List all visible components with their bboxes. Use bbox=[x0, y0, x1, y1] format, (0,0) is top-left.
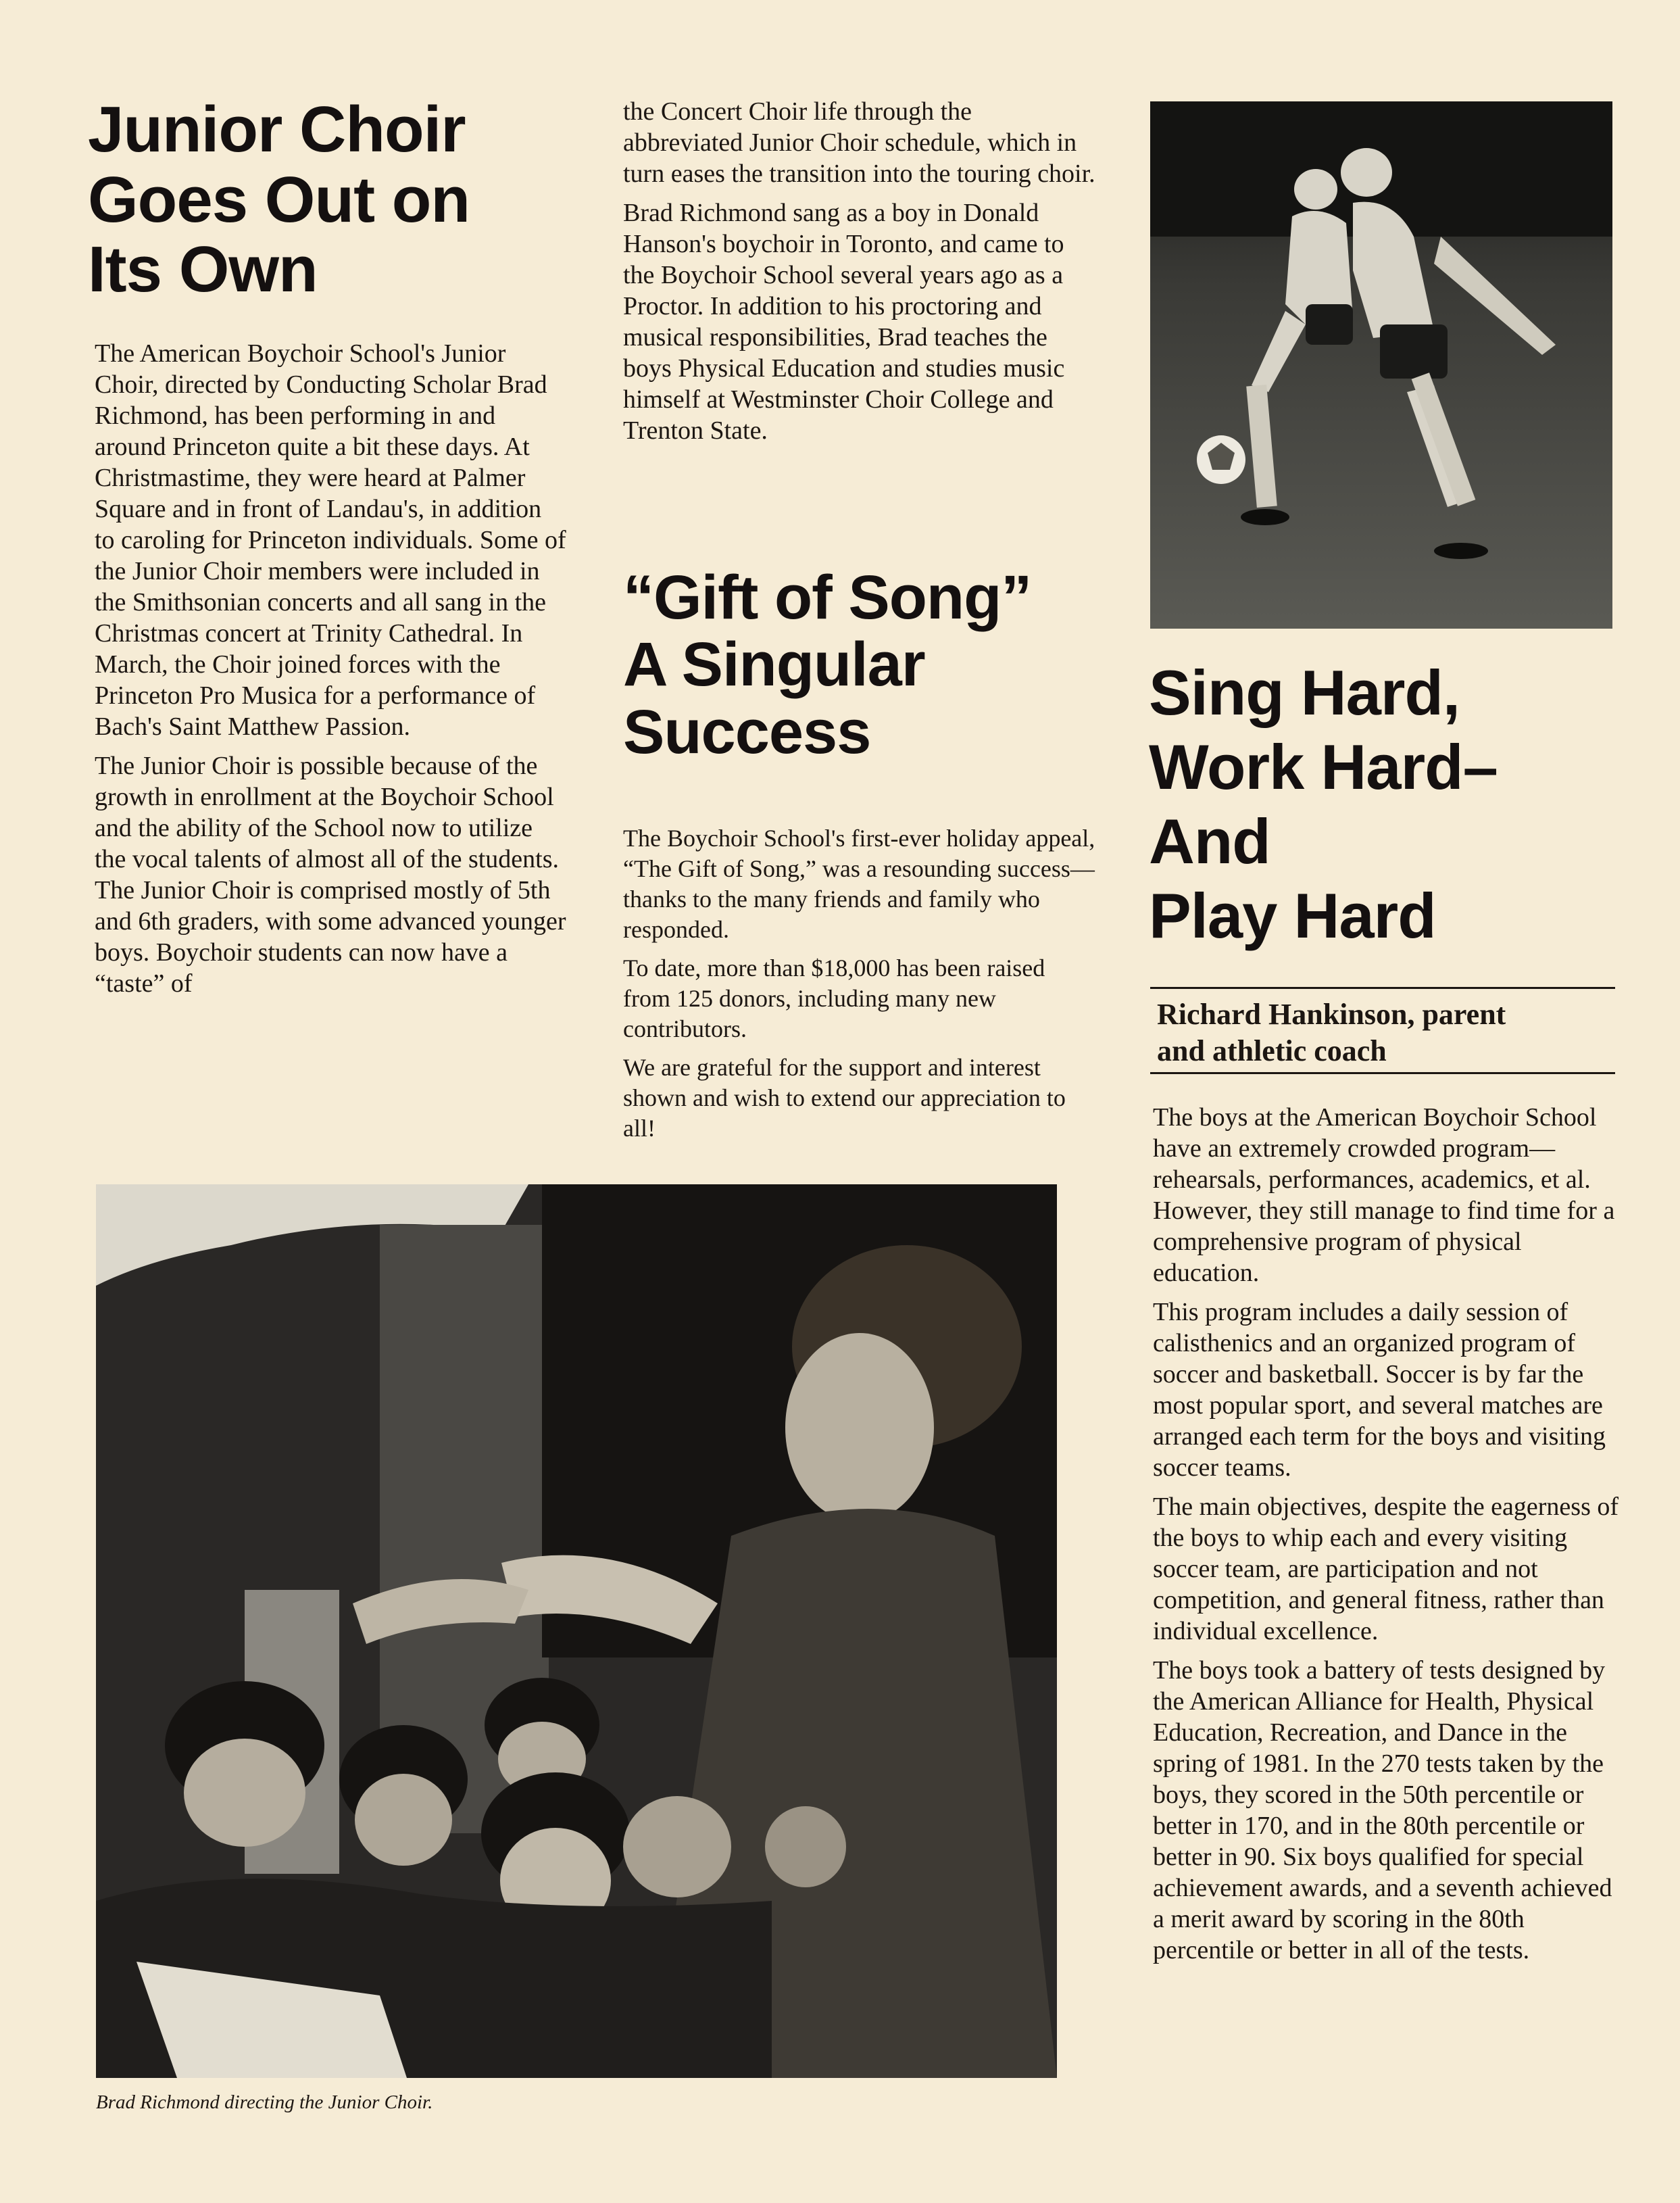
headline-line: A Singular bbox=[623, 630, 925, 700]
headline-line: Its Own bbox=[88, 233, 318, 306]
paragraph: The Junior Choir is possible because of the growth in enrollment at the Boychoir School and the ability of the School now to utilize the vocal talents of almost all of the students. The Junior Choir is comprised mostly of 5th and 6th graders, with some advanced younger boys. Boychoir students can now have a “taste” of bbox=[95, 752, 566, 998]
byline-bottom-rule bbox=[1150, 1072, 1615, 1074]
junior-choir-body bbox=[95, 338, 568, 1007]
headline-line: Goes Out on bbox=[88, 163, 470, 236]
paragraph: Brad Richmond sang as a boy in Donald Hanson's boychoir in Toronto, and came to the Boychoir School several years ago as a Proctor. In addition to his proctoring and musical responsibilities, Brad teaches the boys Physical Education and studies music himself at Westminster Choir College and Trenton State. bbox=[623, 199, 1065, 445]
junior-choir-article bbox=[88, 95, 574, 305]
choir-photo-illustration bbox=[96, 1184, 1057, 2078]
sing-hard-article bbox=[1149, 656, 1622, 953]
paragraph: We are grateful for the support and interest shown and wish to extend our appreciation to all! bbox=[623, 1054, 1066, 1142]
paragraph: the Concert Choir life through the abbreviated Junior Choir schedule, which in turn eases the transition into the touring choir. bbox=[623, 97, 1095, 188]
sing-hard-body bbox=[1153, 1102, 1619, 1974]
gift-of-song-body bbox=[623, 823, 1096, 1152]
paragraph: The American Boychoir School's Junior Choir, directed by Conducting Scholar Brad Richmond, has been performing in and around Princeton quite a bit these days. At Christmastime, they were heard at Palmer Square and in front of Landau's, in addition to caroling for Princeton individuals. Some of the Junior Choir members were included in the Smithsonian concerts and all sang in the Christmas concert at Trinity Cathedral. In March, the Choir joined forces with the Princeton Pro Musica for a performance of Bach's Saint Matthew Passion. bbox=[95, 339, 566, 741]
paragraph: The main objectives, despite the eagerness of the boys to whip each and every visiting soccer team, are participation and not competition, and general fitness, rather than individual excellence. bbox=[1153, 1493, 1619, 1645]
paragraph: The boys took a battery of tests designed by the American Alliance for Health, Physical Education, Recreation, and Dance in the spring of 1981. In the 270 tests taken by the boys, they scored in the 50th percentile or better in 170, and in the 80th percentile or better in 90. Six boys qualified for special achievement awards, and a seventh achieved a merit award by scoring in the 80th percentile or better in all of the tests. bbox=[1153, 1656, 1612, 1964]
headline-line: Junior Choir bbox=[88, 93, 466, 166]
byline-line: and athletic coach bbox=[1157, 1034, 1387, 1067]
soccer-photo bbox=[1150, 101, 1612, 629]
paragraph: To date, more than $18,000 has been raised from 125 donors, including many new contributors. bbox=[623, 954, 1045, 1042]
gift-of-song-article bbox=[623, 564, 1110, 766]
headline-line: Sing Hard, bbox=[1149, 657, 1460, 728]
paragraph: This program includes a daily session of calisthenics and an organized program of soccer and basketball. Soccer is by far the most popular sport, and several matches are arranged each term for the boys and visiting soccer teams. bbox=[1153, 1298, 1606, 1482]
byline-line: Richard Hankinson, parent bbox=[1157, 998, 1506, 1031]
junior-choir-continued bbox=[623, 96, 1096, 454]
sing-hard-headline bbox=[1149, 656, 1622, 953]
junior-choir-headline bbox=[88, 95, 574, 305]
soccer-photo-illustration bbox=[1150, 101, 1612, 629]
photo-caption: Brad Richmond directing the Junior Choir. bbox=[96, 2091, 433, 2113]
headline-line: Success bbox=[623, 697, 871, 767]
headline-line: And bbox=[1149, 806, 1270, 877]
byline-top-rule bbox=[1150, 987, 1615, 989]
headline-line: “Gift of Song” bbox=[623, 563, 1032, 632]
paragraph: The boys at the American Boychoir School have an extremely crowded program—rehearsals, performances, academics, et al. However, they still manage to find time for a comprehensive program of physical education. bbox=[1153, 1103, 1615, 1287]
paragraph: The Boychoir School's first-ever holiday appeal, “The Gift of Song,” was a resounding success—thanks to the many friends and family who responded. bbox=[623, 825, 1095, 943]
gift-of-song-headline bbox=[623, 564, 1110, 766]
headline-line: Play Hard bbox=[1149, 880, 1436, 951]
choir-photo bbox=[96, 1184, 1057, 2078]
headline-line: Work Hard– bbox=[1149, 731, 1498, 802]
byline bbox=[1157, 996, 1610, 1069]
